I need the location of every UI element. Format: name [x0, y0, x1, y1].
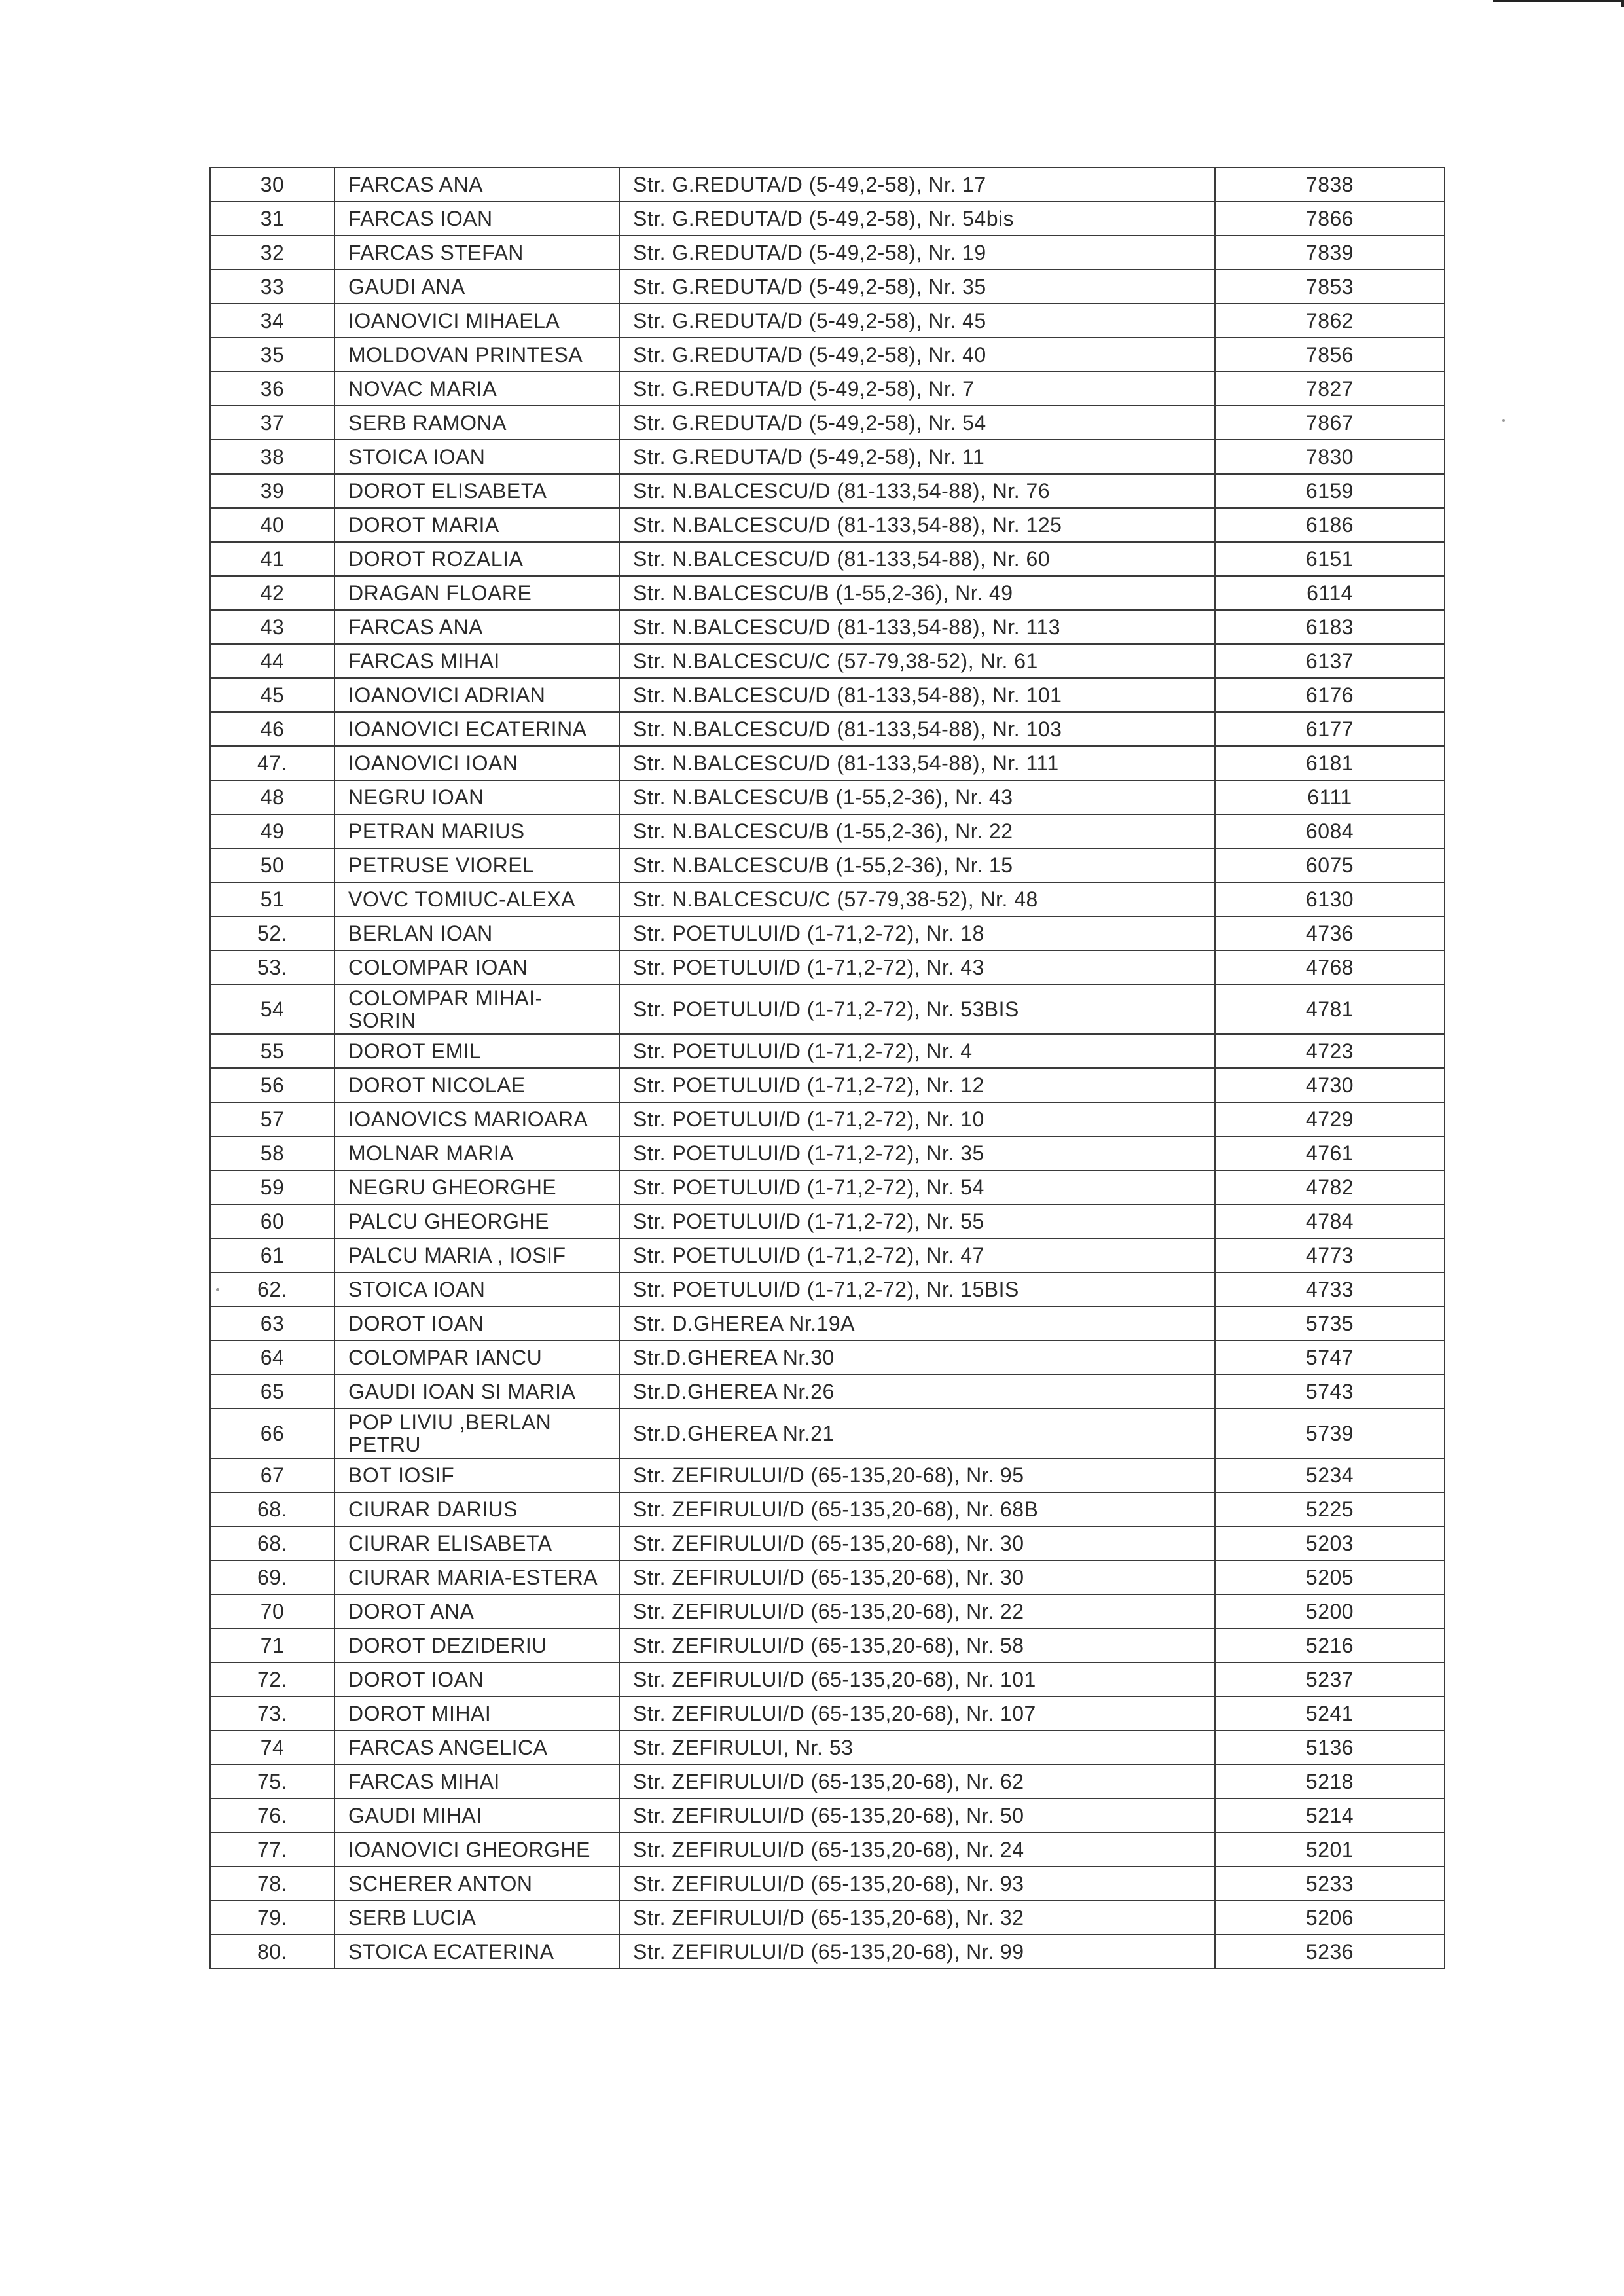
- name-cell: DOROT EMIL: [334, 1034, 619, 1068]
- name-cell: CIURAR ELISABETA: [334, 1526, 619, 1560]
- address-cell: Str. ZEFIRULUI/D (65-135,20-68), Nr. 30: [619, 1560, 1215, 1594]
- row-number-cell: 34: [210, 304, 334, 338]
- name-cell: PETRAN MARIUS: [334, 814, 619, 848]
- name-cell: IOANOVICI GHEORGHE: [334, 1833, 619, 1867]
- row-number-cell: 68.: [210, 1492, 334, 1526]
- row-number-cell: 30: [210, 168, 334, 202]
- row-number-cell: 39: [210, 474, 334, 508]
- address-cell: Str. N.BALCESCU/B (1-55,2-36), Nr. 49: [619, 576, 1215, 610]
- row-number-cell: 66: [210, 1408, 334, 1458]
- table-row: [210, 1272, 1445, 1306]
- table-row: [210, 1867, 1445, 1901]
- row-number-cell: 40: [210, 508, 334, 542]
- record-id-cell: 5237: [1215, 1662, 1445, 1696]
- address-cell: Str. POETULUI/D (1-71,2-72), Nr. 54: [619, 1170, 1215, 1204]
- table-row: [210, 1731, 1445, 1765]
- row-number-cell: 74: [210, 1731, 334, 1765]
- name-cell: MOLDOVAN PRINTESA: [334, 338, 619, 372]
- table-row: [210, 304, 1445, 338]
- row-number-cell: 44: [210, 644, 334, 678]
- row-number-cell: 59: [210, 1170, 334, 1204]
- name-cell: BERLAN IOAN: [334, 916, 619, 950]
- record-id-cell: 4730: [1215, 1068, 1445, 1102]
- record-id-cell: 6177: [1215, 712, 1445, 746]
- record-id-cell: 5743: [1215, 1374, 1445, 1408]
- table-row: [210, 916, 1445, 950]
- record-id-cell: 5241: [1215, 1696, 1445, 1731]
- row-number-cell: 42: [210, 576, 334, 610]
- row-number-cell: 50: [210, 848, 334, 882]
- address-cell: Str. N.BALCESCU/D (81-133,54-88), Nr. 111: [619, 746, 1215, 780]
- table-row: [210, 270, 1445, 304]
- row-number-cell: 49: [210, 814, 334, 848]
- row-number-cell: 71: [210, 1628, 334, 1662]
- name-cell: STOICA IOAN: [334, 440, 619, 474]
- table-row: [210, 1696, 1445, 1731]
- address-cell: Str. POETULUI/D (1-71,2-72), Nr. 10: [619, 1102, 1215, 1136]
- name-cell: COLOMPAR IOAN: [334, 950, 619, 984]
- name-cell: COLOMPAR MIHAI-SORIN: [334, 984, 619, 1034]
- name-cell: DOROT NICOLAE: [334, 1068, 619, 1102]
- address-cell: Str. ZEFIRULUI/D (65-135,20-68), Nr. 99: [619, 1935, 1215, 1969]
- row-number-cell: 72.: [210, 1662, 334, 1696]
- address-cell: Str. G.REDUTA/D (5-49,2-58), Nr. 54bis: [619, 202, 1215, 236]
- row-number-cell: 79.: [210, 1901, 334, 1935]
- scan-speck: [1502, 419, 1505, 422]
- record-id-cell: 6137: [1215, 644, 1445, 678]
- table-row: [210, 678, 1445, 712]
- row-number-cell: 67: [210, 1458, 334, 1492]
- record-id-cell: 4781: [1215, 984, 1445, 1034]
- name-cell: MOLNAR MARIA: [334, 1136, 619, 1170]
- record-id-cell: 7866: [1215, 202, 1445, 236]
- name-cell: NEGRU IOAN: [334, 780, 619, 814]
- table-row: [210, 1306, 1445, 1340]
- table-row: [210, 542, 1445, 576]
- row-number-cell: 63: [210, 1306, 334, 1340]
- address-cell: Str. POETULUI/D (1-71,2-72), Nr. 18: [619, 916, 1215, 950]
- table-row: [210, 950, 1445, 984]
- record-id-cell: 7827: [1215, 372, 1445, 406]
- name-cell: PALCU GHEORGHE: [334, 1204, 619, 1238]
- record-id-cell: 5136: [1215, 1731, 1445, 1765]
- table-row: [210, 1799, 1445, 1833]
- name-cell: SCHERER ANTON: [334, 1867, 619, 1901]
- address-cell: Str.D.GHEREA Nr.21: [619, 1408, 1215, 1458]
- record-id-cell: 7839: [1215, 236, 1445, 270]
- row-number-cell: 57: [210, 1102, 334, 1136]
- name-cell: IOANOVICI IOAN: [334, 746, 619, 780]
- record-id-cell: 4729: [1215, 1102, 1445, 1136]
- row-number-cell: 80.: [210, 1935, 334, 1969]
- name-cell: COLOMPAR IANCU: [334, 1340, 619, 1374]
- name-cell: SERB RAMONA: [334, 406, 619, 440]
- record-id-cell: 5214: [1215, 1799, 1445, 1833]
- record-id-cell: 4736: [1215, 916, 1445, 950]
- address-cell: Str. N.BALCESCU/D (81-133,54-88), Nr. 60: [619, 542, 1215, 576]
- table-row: [210, 1901, 1445, 1935]
- name-cell: DOROT DEZIDERIU: [334, 1628, 619, 1662]
- row-number-cell: 69.: [210, 1560, 334, 1594]
- name-cell: GAUDI ANA: [334, 270, 619, 304]
- address-cell: Str.D.GHEREA Nr.30: [619, 1340, 1215, 1374]
- row-number-cell: 65: [210, 1374, 334, 1408]
- row-number-cell: 51: [210, 882, 334, 916]
- record-id-cell: 5218: [1215, 1765, 1445, 1799]
- row-number-cell: 48: [210, 780, 334, 814]
- address-cell: Str. G.REDUTA/D (5-49,2-58), Nr. 35: [619, 270, 1215, 304]
- record-id-cell: 6114: [1215, 576, 1445, 610]
- name-cell: BOT IOSIF: [334, 1458, 619, 1492]
- row-number-cell: 36: [210, 372, 334, 406]
- name-cell: GAUDI IOAN SI MARIA: [334, 1374, 619, 1408]
- table-row: [210, 168, 1445, 202]
- name-cell: DOROT ROZALIA: [334, 542, 619, 576]
- scan-corner-mark: [1493, 0, 1624, 7]
- address-cell: Str. POETULUI/D (1-71,2-72), Nr. 35: [619, 1136, 1215, 1170]
- address-cell: Str. N.BALCESCU/C (57-79,38-52), Nr. 48: [619, 882, 1215, 916]
- address-cell: Str. ZEFIRULUI/D (65-135,20-68), Nr. 32: [619, 1901, 1215, 1935]
- address-cell: Str. N.BALCESCU/D (81-133,54-88), Nr. 125: [619, 508, 1215, 542]
- address-cell: Str. ZEFIRULUI/D (65-135,20-68), Nr. 68B: [619, 1492, 1215, 1526]
- table-row: [210, 1170, 1445, 1204]
- address-cell: Str. N.BALCESCU/D (81-133,54-88), Nr. 103: [619, 712, 1215, 746]
- table-row: [210, 814, 1445, 848]
- address-cell: Str. N.BALCESCU/B (1-55,2-36), Nr. 22: [619, 814, 1215, 848]
- table-row: [210, 1102, 1445, 1136]
- name-cell: DOROT IOAN: [334, 1306, 619, 1340]
- address-cell: Str. G.REDUTA/D (5-49,2-58), Nr. 54: [619, 406, 1215, 440]
- address-cell: Str. POETULUI/D (1-71,2-72), Nr. 47: [619, 1238, 1215, 1272]
- table-row: [210, 882, 1445, 916]
- record-id-cell: 5206: [1215, 1901, 1445, 1935]
- row-number-cell: 64: [210, 1340, 334, 1374]
- table-row: [210, 1458, 1445, 1492]
- table-row: [210, 372, 1445, 406]
- address-cell: Str. ZEFIRULUI/D (65-135,20-68), Nr. 101: [619, 1662, 1215, 1696]
- record-id-cell: 6159: [1215, 474, 1445, 508]
- table-row: [210, 508, 1445, 542]
- address-cell: Str. N.BALCESCU/B (1-55,2-36), Nr. 43: [619, 780, 1215, 814]
- row-number-cell: 32: [210, 236, 334, 270]
- table-row: [210, 338, 1445, 372]
- table-row: [210, 1594, 1445, 1628]
- table-row: [210, 576, 1445, 610]
- row-number-cell: 60: [210, 1204, 334, 1238]
- row-number-cell: 73.: [210, 1696, 334, 1731]
- address-cell: Str. ZEFIRULUI/D (65-135,20-68), Nr. 62: [619, 1765, 1215, 1799]
- address-cell: Str. ZEFIRULUI/D (65-135,20-68), Nr. 107: [619, 1696, 1215, 1731]
- table-row: [210, 1935, 1445, 1969]
- row-number-cell: 45: [210, 678, 334, 712]
- table-row: [210, 1765, 1445, 1799]
- address-cell: Str. ZEFIRULUI, Nr. 53: [619, 1731, 1215, 1765]
- name-cell: DOROT ANA: [334, 1594, 619, 1628]
- address-cell: Str.D.GHEREA Nr.26: [619, 1374, 1215, 1408]
- address-cell: Str. N.BALCESCU/C (57-79,38-52), Nr. 61: [619, 644, 1215, 678]
- table-row: [210, 1408, 1445, 1458]
- table-row: [210, 984, 1445, 1034]
- name-cell: PETRUSE VIOREL: [334, 848, 619, 882]
- record-id-cell: 6186: [1215, 508, 1445, 542]
- address-cell: Str. N.BALCESCU/D (81-133,54-88), Nr. 76: [619, 474, 1215, 508]
- table-row: [210, 1204, 1445, 1238]
- table-row: [210, 712, 1445, 746]
- record-id-cell: 5233: [1215, 1867, 1445, 1901]
- table-row: [210, 1238, 1445, 1272]
- row-number-cell: 52.: [210, 916, 334, 950]
- address-cell: Str. ZEFIRULUI/D (65-135,20-68), Nr. 24: [619, 1833, 1215, 1867]
- row-number-cell: 41: [210, 542, 334, 576]
- record-id-cell: 5201: [1215, 1833, 1445, 1867]
- record-id-cell: 4761: [1215, 1136, 1445, 1170]
- address-cell: Str. POETULUI/D (1-71,2-72), Nr. 15BIS: [619, 1272, 1215, 1306]
- table-row: [210, 440, 1445, 474]
- table-row: [210, 474, 1445, 508]
- name-cell: STOICA ECATERINA: [334, 1935, 619, 1969]
- table-row: [210, 1068, 1445, 1102]
- row-number-cell: 70: [210, 1594, 334, 1628]
- record-id-cell: 4773: [1215, 1238, 1445, 1272]
- name-cell: FARCAS ANGELICA: [334, 1731, 619, 1765]
- name-cell: FARCAS STEFAN: [334, 236, 619, 270]
- table-row: [210, 848, 1445, 882]
- name-cell: CIURAR DARIUS: [334, 1492, 619, 1526]
- table-row: [210, 1662, 1445, 1696]
- address-cell: Str. G.REDUTA/D (5-49,2-58), Nr. 19: [619, 236, 1215, 270]
- record-id-cell: 4733: [1215, 1272, 1445, 1306]
- record-id-cell: 7867: [1215, 406, 1445, 440]
- name-cell: DOROT IOAN: [334, 1662, 619, 1696]
- record-id-cell: 5739: [1215, 1408, 1445, 1458]
- name-cell: DOROT ELISABETA: [334, 474, 619, 508]
- record-id-cell: 4784: [1215, 1204, 1445, 1238]
- record-id-cell: 5200: [1215, 1594, 1445, 1628]
- address-cell: Str. POETULUI/D (1-71,2-72), Nr. 12: [619, 1068, 1215, 1102]
- row-number-cell: 33: [210, 270, 334, 304]
- record-id-cell: 5225: [1215, 1492, 1445, 1526]
- registry-table: [209, 167, 1445, 1969]
- address-cell: Str. N.BALCESCU/D (81-133,54-88), Nr. 101: [619, 678, 1215, 712]
- table-row: [210, 1833, 1445, 1867]
- table-row: [210, 780, 1445, 814]
- record-id-cell: 5234: [1215, 1458, 1445, 1492]
- name-cell: IOANOVICI MIHAELA: [334, 304, 619, 338]
- registry-table-body: [210, 168, 1445, 1969]
- address-cell: Str. POETULUI/D (1-71,2-72), Nr. 4: [619, 1034, 1215, 1068]
- table-row: [210, 1628, 1445, 1662]
- table-row: [210, 644, 1445, 678]
- name-cell: PALCU MARIA , IOSIF: [334, 1238, 619, 1272]
- row-number-cell: 31: [210, 202, 334, 236]
- name-cell: CIURAR MARIA-ESTERA: [334, 1560, 619, 1594]
- row-number-cell: 35: [210, 338, 334, 372]
- name-cell: IOANOVICI ADRIAN: [334, 678, 619, 712]
- address-cell: Str. ZEFIRULUI/D (65-135,20-68), Nr. 50: [619, 1799, 1215, 1833]
- row-number-cell: 46: [210, 712, 334, 746]
- row-number-cell: 38: [210, 440, 334, 474]
- row-number-cell: 78.: [210, 1867, 334, 1901]
- table-row: [210, 202, 1445, 236]
- record-id-cell: 5735: [1215, 1306, 1445, 1340]
- name-cell: VOVC TOMIUC-ALEXA: [334, 882, 619, 916]
- address-cell: Str. ZEFIRULUI/D (65-135,20-68), Nr. 22: [619, 1594, 1215, 1628]
- record-id-cell: 4723: [1215, 1034, 1445, 1068]
- row-number-cell: 47.: [210, 746, 334, 780]
- row-number-cell: 55: [210, 1034, 334, 1068]
- address-cell: Str. G.REDUTA/D (5-49,2-58), Nr. 45: [619, 304, 1215, 338]
- name-cell: DOROT MARIA: [334, 508, 619, 542]
- table-row: [210, 610, 1445, 644]
- record-id-cell: 6075: [1215, 848, 1445, 882]
- name-cell: FARCAS ANA: [334, 610, 619, 644]
- row-number-cell: 54: [210, 984, 334, 1034]
- address-cell: Str. POETULUI/D (1-71,2-72), Nr. 55: [619, 1204, 1215, 1238]
- record-id-cell: 6111: [1215, 780, 1445, 814]
- address-cell: Str. G.REDUTA/D (5-49,2-58), Nr. 17: [619, 168, 1215, 202]
- row-number-cell: 53.: [210, 950, 334, 984]
- row-number-cell: 75.: [210, 1765, 334, 1799]
- record-id-cell: 6084: [1215, 814, 1445, 848]
- record-id-cell: 7838: [1215, 168, 1445, 202]
- address-cell: Str. G.REDUTA/D (5-49,2-58), Nr. 7: [619, 372, 1215, 406]
- address-cell: Str. G.REDUTA/D (5-49,2-58), Nr. 11: [619, 440, 1215, 474]
- address-cell: Str. G.REDUTA/D (5-49,2-58), Nr. 40: [619, 338, 1215, 372]
- name-cell: SERB LUCIA: [334, 1901, 619, 1935]
- row-number-cell: 62.: [210, 1272, 334, 1306]
- table-row: [210, 1560, 1445, 1594]
- address-cell: Str. N.BALCESCU/D (81-133,54-88), Nr. 113: [619, 610, 1215, 644]
- row-number-cell: 43: [210, 610, 334, 644]
- record-id-cell: 7830: [1215, 440, 1445, 474]
- name-cell: FARCAS MIHAI: [334, 1765, 619, 1799]
- row-number-cell: 61: [210, 1238, 334, 1272]
- address-cell: Str. N.BALCESCU/B (1-55,2-36), Nr. 15: [619, 848, 1215, 882]
- address-cell: Str. ZEFIRULUI/D (65-135,20-68), Nr. 93: [619, 1867, 1215, 1901]
- name-cell: NEGRU GHEORGHE: [334, 1170, 619, 1204]
- address-cell: Str. ZEFIRULUI/D (65-135,20-68), Nr. 58: [619, 1628, 1215, 1662]
- name-cell: FARCAS ANA: [334, 168, 619, 202]
- table-row: [210, 1526, 1445, 1560]
- name-cell: NOVAC MARIA: [334, 372, 619, 406]
- document-page: [209, 167, 1444, 1969]
- table-row: [210, 236, 1445, 270]
- record-id-cell: 6130: [1215, 882, 1445, 916]
- table-row: [210, 406, 1445, 440]
- table-row: [210, 746, 1445, 780]
- record-id-cell: 5203: [1215, 1526, 1445, 1560]
- address-cell: Str. ZEFIRULUI/D (65-135,20-68), Nr. 95: [619, 1458, 1215, 1492]
- record-id-cell: 7853: [1215, 270, 1445, 304]
- record-id-cell: 7856: [1215, 338, 1445, 372]
- record-id-cell: 4768: [1215, 950, 1445, 984]
- record-id-cell: 7862: [1215, 304, 1445, 338]
- record-id-cell: 6181: [1215, 746, 1445, 780]
- name-cell: IOANOVICS MARIOARA: [334, 1102, 619, 1136]
- record-id-cell: 6176: [1215, 678, 1445, 712]
- name-cell: IOANOVICI ECATERINA: [334, 712, 619, 746]
- record-id-cell: 6151: [1215, 542, 1445, 576]
- name-cell: POP LIVIU ,BERLAN PETRU: [334, 1408, 619, 1458]
- record-id-cell: 4782: [1215, 1170, 1445, 1204]
- table-row: [210, 1340, 1445, 1374]
- address-cell: Str. POETULUI/D (1-71,2-72), Nr. 43: [619, 950, 1215, 984]
- table-row: [210, 1136, 1445, 1170]
- record-id-cell: 6183: [1215, 610, 1445, 644]
- record-id-cell: 5747: [1215, 1340, 1445, 1374]
- name-cell: DOROT MIHAI: [334, 1696, 619, 1731]
- name-cell: GAUDI MIHAI: [334, 1799, 619, 1833]
- row-number-cell: 56: [210, 1068, 334, 1102]
- address-cell: Str. ZEFIRULUI/D (65-135,20-68), Nr. 30: [619, 1526, 1215, 1560]
- address-cell: Str. D.GHEREA Nr.19A: [619, 1306, 1215, 1340]
- row-number-cell: 68.: [210, 1526, 334, 1560]
- row-number-cell: 76.: [210, 1799, 334, 1833]
- name-cell: FARCAS IOAN: [334, 202, 619, 236]
- record-id-cell: 5216: [1215, 1628, 1445, 1662]
- row-number-cell: 37: [210, 406, 334, 440]
- row-number-cell: 58: [210, 1136, 334, 1170]
- name-cell: DRAGAN FLOARE: [334, 576, 619, 610]
- table-row: [210, 1374, 1445, 1408]
- row-number-cell: 77.: [210, 1833, 334, 1867]
- record-id-cell: 5236: [1215, 1935, 1445, 1969]
- name-cell: STOICA IOAN: [334, 1272, 619, 1306]
- table-row: [210, 1034, 1445, 1068]
- name-cell: FARCAS MIHAI: [334, 644, 619, 678]
- address-cell: Str. POETULUI/D (1-71,2-72), Nr. 53BIS: [619, 984, 1215, 1034]
- table-row: [210, 1492, 1445, 1526]
- record-id-cell: 5205: [1215, 1560, 1445, 1594]
